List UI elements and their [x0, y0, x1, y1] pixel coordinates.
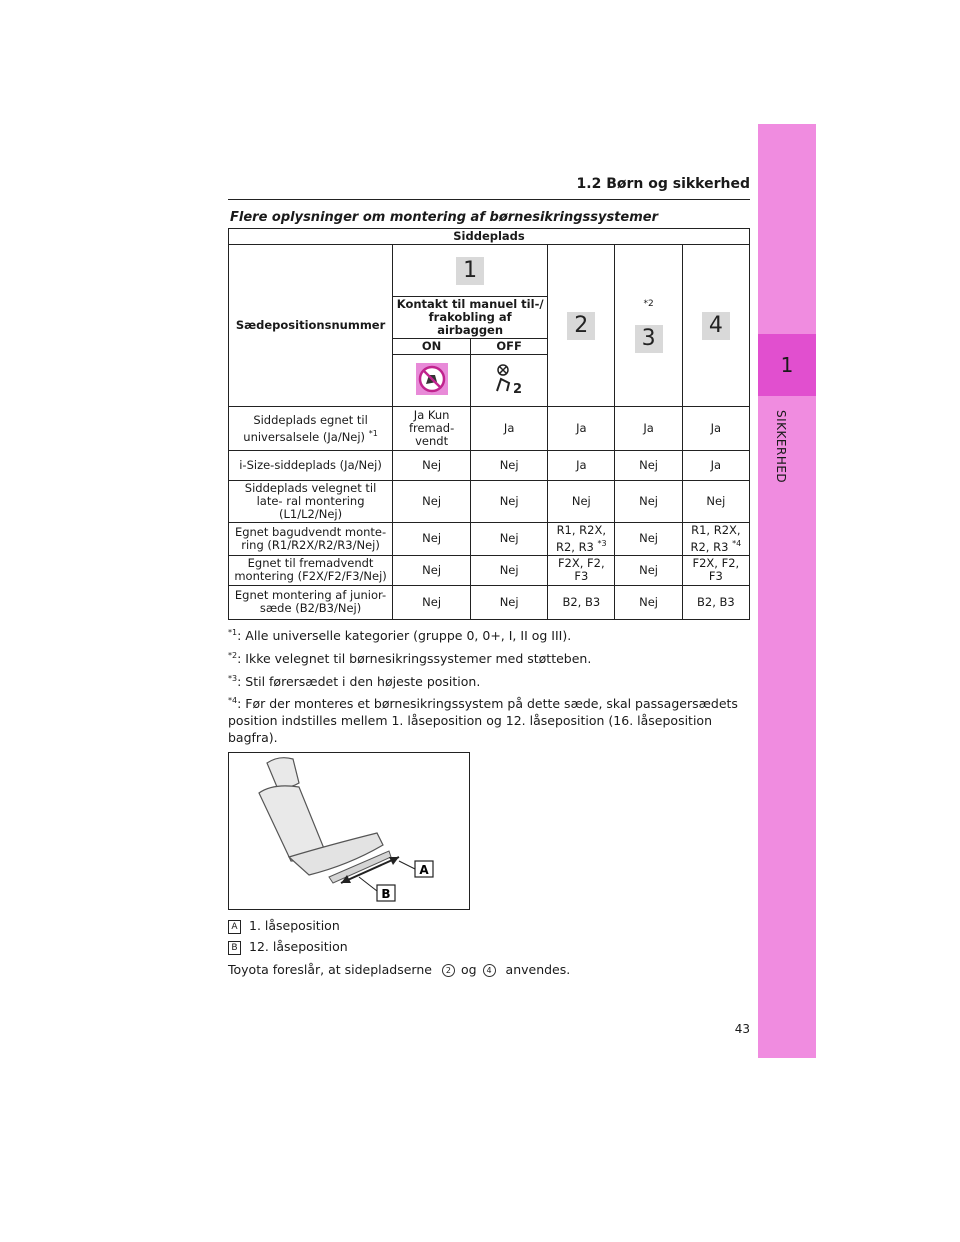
- table-cell: Nej: [471, 451, 548, 481]
- table-cell: Nej: [393, 585, 471, 619]
- table-cell: Nej: [615, 585, 682, 619]
- table-cell: Ja Kun fremad- vendt: [393, 407, 471, 451]
- page-number: 43: [734, 1022, 750, 1036]
- row-label-note: *1: [368, 428, 378, 438]
- row-label: Egnet til fremadvendt montering (F2X/F2/F3/Nej): [229, 555, 393, 585]
- seat-2-cell: [548, 245, 615, 407]
- airbag-off-icon: [491, 361, 527, 397]
- table-cell: B2, B3: [548, 585, 615, 619]
- footnote-1: $^{*1}$: Alle universelle kategorier (gruppe 0, 0+, I, II og III).: [228, 628, 572, 644]
- seat-3-cell: [615, 245, 682, 407]
- table-cell: Nej: [615, 451, 682, 481]
- chapter-number[interactable]: 1: [758, 334, 816, 396]
- table-row: [229, 407, 750, 451]
- table-cell: Nej: [471, 523, 548, 556]
- legend-key: B: [228, 941, 241, 955]
- footnote-4: $^{*4}$: Før der monteres et børnesikringssystem på dette sæde, skal passagersædets position indstilles mellem 1. låseposition og 12. låseposition (16. låseposition bagfra).: [228, 696, 738, 746]
- cell-note: *4: [732, 539, 742, 548]
- table-cell: Ja: [682, 451, 749, 481]
- table-row: [229, 555, 750, 585]
- table-cell: Nej: [393, 481, 471, 523]
- section-title: 1.2 Børn og sikkerhed: [576, 176, 750, 192]
- table-cell: Nej: [471, 555, 548, 585]
- table-cell: B2, B3: [682, 585, 749, 619]
- row-label: Egnet bagudvendt monte- ring (R1/R2X/R2/R3/Nej): [229, 523, 393, 556]
- table-cell: Nej: [682, 481, 749, 523]
- table-cell: F2X, F2, F3: [682, 555, 749, 585]
- legend-item-b: [228, 939, 348, 955]
- seat-number-2: 2: [567, 312, 595, 340]
- table-row: [229, 481, 750, 523]
- cell-note: *3: [597, 539, 607, 548]
- row-label: Siddeplads velegnet til late- ral montering (L1/L2/Nej): [229, 481, 393, 523]
- table-cell: Nej: [393, 555, 471, 585]
- legend-text: 12. låseposition: [249, 939, 348, 954]
- row-header-label: Sædepositionsnummer: [229, 245, 393, 407]
- off-label: OFF: [471, 339, 548, 355]
- airbag-on-icon: [415, 362, 449, 396]
- page-heading: Flere oplysninger om montering af børnesikringssystemer: [230, 210, 658, 225]
- table-row: [229, 523, 750, 556]
- seat-4-cell: [682, 245, 749, 407]
- legend-text: 1. låseposition: [249, 918, 340, 933]
- airbag-off-cell: [471, 355, 548, 407]
- seat-number-4: 4: [702, 312, 730, 340]
- chapter-tab: [758, 124, 816, 1058]
- chapter-label: SIKKERHED: [774, 410, 788, 484]
- seat-number-1: 1: [456, 257, 484, 285]
- table-cell: Nej: [615, 481, 682, 523]
- table-cell: Nej: [393, 451, 471, 481]
- seat-3-note: *2: [643, 299, 654, 309]
- table-cell: Ja: [615, 407, 682, 451]
- row-label: Siddeplads egnet til universalsele (Ja/Nej): [243, 412, 368, 444]
- table-cell: Ja: [471, 407, 548, 451]
- recommendation-text: Toyota foreslår, at sidepladserne 2 og 4 anvendes.: [228, 962, 571, 977]
- seat-illustration: [229, 753, 469, 909]
- airbag-switch-header: Kontakt til manuel til-/ frakobling af airbaggen: [393, 297, 548, 339]
- seat-number-3: 3: [635, 325, 663, 353]
- table-cell: R1, R2X, R2, R3: [555, 523, 607, 554]
- table-cell: Nej: [548, 481, 615, 523]
- seat-1-cell: [393, 245, 548, 297]
- row-label: i-Size-siddeplads (Ja/Nej): [229, 451, 393, 481]
- section-divider: [228, 199, 750, 200]
- table-cell: R1, R2X, R2, R3: [690, 523, 741, 554]
- footnote-2: $^{*2}$: Ikke velegnet til børnesikringssystemer med støtteben.: [228, 651, 592, 667]
- seat-table: [228, 228, 750, 620]
- table-cell: Nej: [615, 523, 682, 556]
- diagram-label-a: A: [419, 863, 429, 877]
- airbag-on-cell: [393, 355, 471, 407]
- table-row: [229, 585, 750, 619]
- seat-4-marker: 4: [483, 964, 496, 977]
- table-caption: Siddeplads: [229, 229, 750, 245]
- table-cell: Ja: [548, 451, 615, 481]
- table-cell: Nej: [393, 523, 471, 556]
- seat-position-diagram: [228, 752, 470, 910]
- on-label: ON: [393, 339, 471, 355]
- seat-2-marker: 2: [442, 964, 455, 977]
- table-cell: Nej: [471, 585, 548, 619]
- table-cell: Nej: [471, 481, 548, 523]
- table-cell: Ja: [682, 407, 749, 451]
- table-cell: Nej: [615, 555, 682, 585]
- table-cell: Ja: [548, 407, 615, 451]
- footnote-3: $^{*3}$: Stil førersædet i den højeste position.: [228, 674, 481, 690]
- diagram-label-b: B: [381, 887, 391, 901]
- table-cell: F2X, F2, F3: [548, 555, 615, 585]
- legend-item-a: [228, 918, 340, 934]
- row-label: Egnet montering af junior- sæde (B2/B3/Nej): [229, 585, 393, 619]
- svg-text:2: 2: [513, 382, 523, 397]
- legend-key: A: [228, 920, 241, 934]
- table-row: [229, 451, 750, 481]
